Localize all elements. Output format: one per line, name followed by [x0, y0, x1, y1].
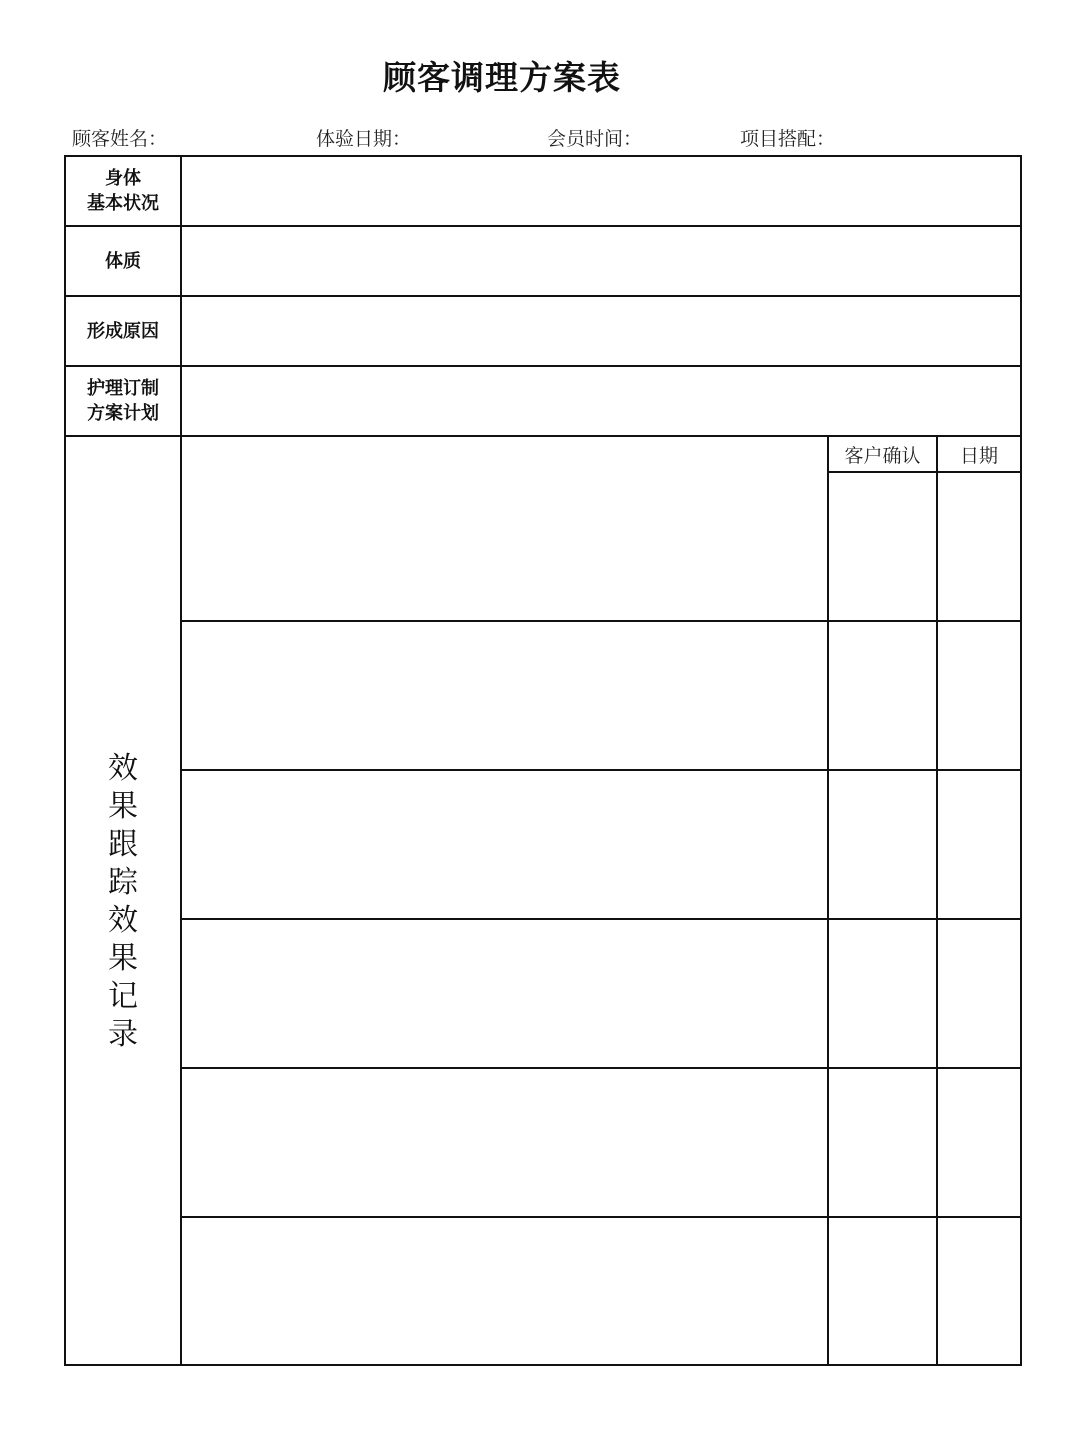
- tracking-record-cell[interactable]: [182, 1069, 827, 1216]
- project-match-label: 项目搭配：: [740, 128, 836, 150]
- tracking-record-cell[interactable]: [182, 1218, 827, 1364]
- body-condition-label: 身体 基本状况: [87, 168, 159, 214]
- constitution-label: 体质: [105, 250, 141, 272]
- tracking-label-char: 跟: [108, 826, 138, 862]
- tracking-record-cell[interactable]: [182, 622, 827, 769]
- tracking-label-char: 果: [108, 788, 138, 824]
- care-plan-field[interactable]: [182, 367, 1020, 435]
- care-plan-label: 护理订制 方案计划: [87, 378, 159, 424]
- table-border-bottom: [64, 1364, 1022, 1366]
- tracking-label-char: 果: [108, 940, 138, 976]
- confirm-column-divider: [827, 436, 829, 1366]
- member-time-label: 会员时间：: [547, 128, 643, 150]
- experience-date-label: 体验日期：: [316, 128, 412, 150]
- tracking-label-char: 记: [108, 978, 138, 1014]
- tracking-label-char: 录: [108, 1016, 138, 1052]
- tracking-header-divider: [827, 471, 1022, 473]
- form-title: 顾客调理方案表: [383, 58, 621, 97]
- cause-field[interactable]: [182, 297, 1020, 365]
- tracking-record-cell[interactable]: [182, 920, 827, 1067]
- date-column-divider: [936, 436, 938, 1366]
- tracking-record-cell[interactable]: [182, 438, 827, 620]
- tracking-record-cell[interactable]: [182, 771, 827, 918]
- date-header: 日期: [959, 444, 998, 467]
- tracking-label-char: 效: [108, 750, 138, 786]
- body-condition-field[interactable]: [182, 157, 1020, 225]
- cause-label: 形成原因: [87, 320, 159, 342]
- constitution-field[interactable]: [182, 227, 1020, 295]
- tracking-label-char: 效: [108, 902, 138, 938]
- customer-name-label: 顾客姓名：: [72, 128, 168, 150]
- customer-confirm-header: 客户确认: [844, 444, 921, 467]
- tracking-label-char: 踪: [108, 864, 138, 900]
- table-border-right: [1020, 155, 1022, 1366]
- tracking-record-label: [66, 438, 180, 1365]
